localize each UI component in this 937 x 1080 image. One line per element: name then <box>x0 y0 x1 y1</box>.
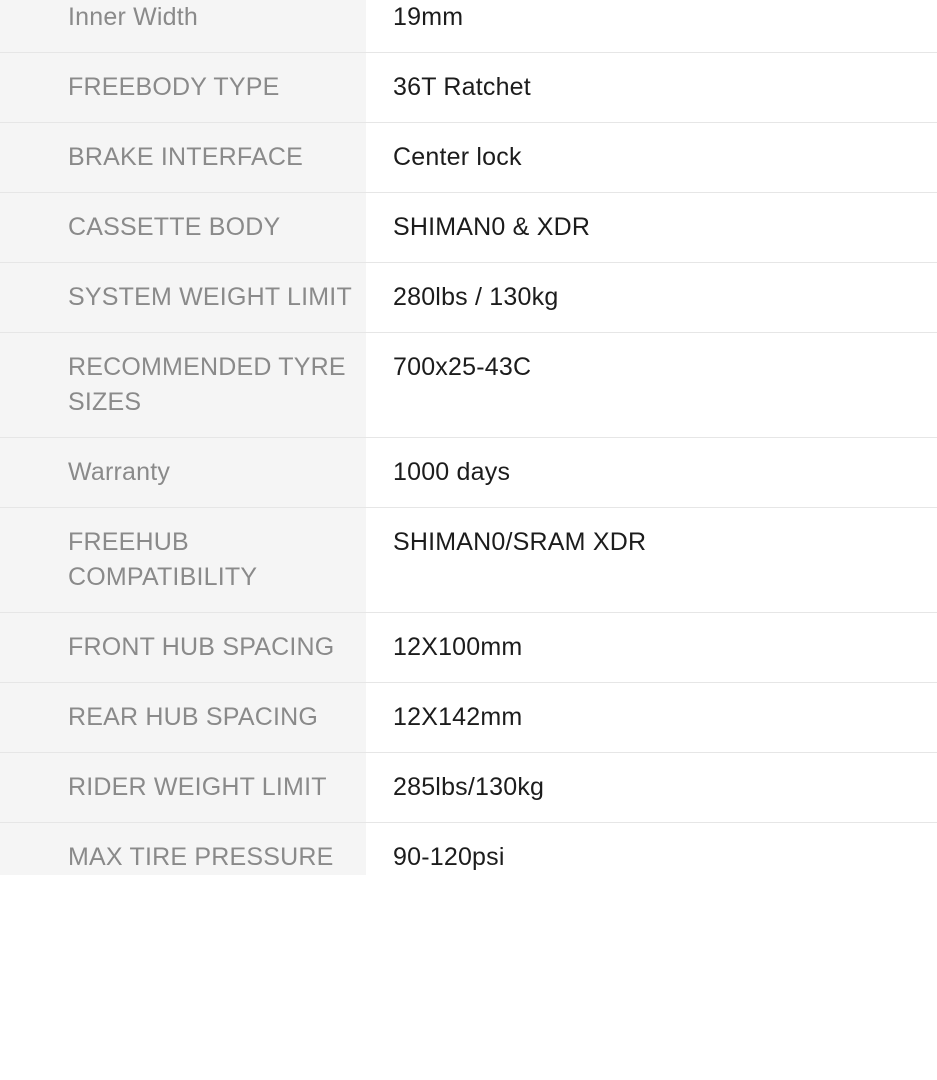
table-row <box>0 753 937 823</box>
spec-value: 90-120psi <box>366 823 937 876</box>
spec-value: 280lbs / 130kg <box>366 263 937 333</box>
spec-value: SHIMAN0 & XDR <box>366 193 937 263</box>
spec-label: FREEHUB COMPATIBILITY <box>0 508 366 613</box>
spec-value: 12X142mm <box>366 683 937 753</box>
spec-value: 36T Ratchet <box>366 53 937 123</box>
spec-label: Inner Width <box>0 0 366 53</box>
table-row <box>0 823 937 876</box>
spec-value: SHIMAN0/SRAM XDR <box>366 508 937 613</box>
spec-label: FRONT HUB SPACING <box>0 613 366 683</box>
spec-value: Center lock <box>366 123 937 193</box>
table-row <box>0 53 937 123</box>
spec-label: MAX TIRE PRESSURE <box>0 823 366 876</box>
spec-label: BRAKE INTERFACE <box>0 123 366 193</box>
table-row <box>0 0 937 53</box>
table-row <box>0 193 937 263</box>
table-row <box>0 123 937 193</box>
table-row <box>0 263 937 333</box>
table-row <box>0 438 937 508</box>
table-row <box>0 333 937 438</box>
table-row <box>0 683 937 753</box>
spec-label: FREEBODY TYPE <box>0 53 366 123</box>
spec-label: CASSETTE BODY <box>0 193 366 263</box>
spec-label: SYSTEM WEIGHT LIMIT <box>0 263 366 333</box>
spec-value: 1000 days <box>366 438 937 508</box>
spec-label: RECOMMENDED TYRE SIZES <box>0 333 366 438</box>
spec-value: 700x25-43C <box>366 333 937 438</box>
spec-value: 12X100mm <box>366 613 937 683</box>
spec-label: Warranty <box>0 438 366 508</box>
spec-value: 19mm <box>366 0 937 53</box>
spec-label: RIDER WEIGHT LIMIT <box>0 753 366 823</box>
table-row <box>0 508 937 613</box>
spec-value: 285lbs/130kg <box>366 753 937 823</box>
table-row <box>0 613 937 683</box>
spec-label: REAR HUB SPACING <box>0 683 366 753</box>
